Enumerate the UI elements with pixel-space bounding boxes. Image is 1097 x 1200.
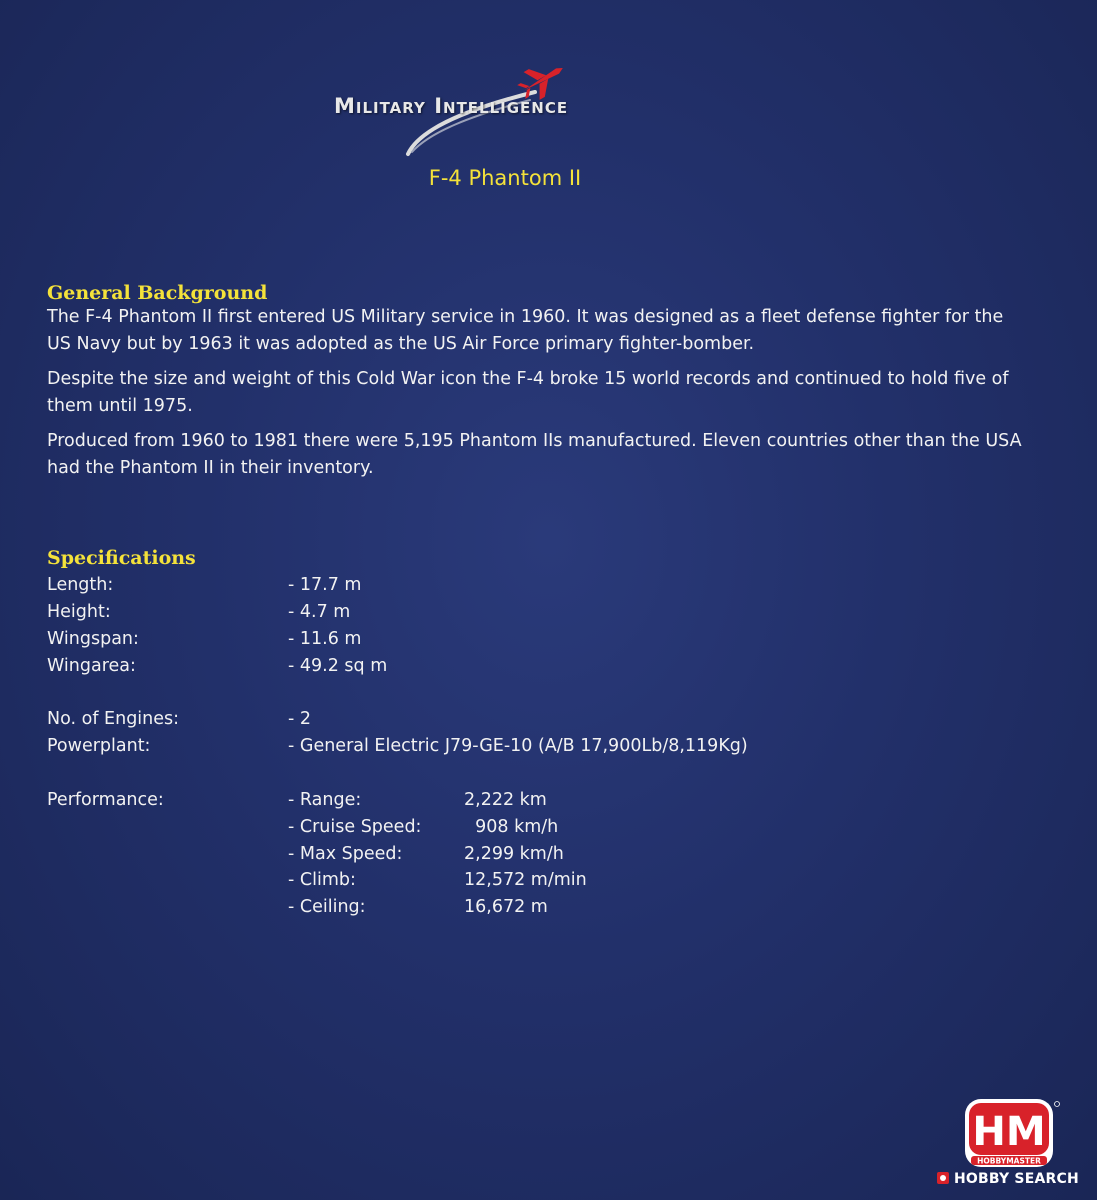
performance-item-value: 2,222 km [464, 790, 547, 810]
background-paragraph: Despite the size and weight of this Cold War icon the F-4 broke 15 world records and continued to hold five of them until 1975. [47, 369, 1009, 416]
logo-text: Military Intelligence [334, 94, 569, 118]
performance-item-value: 16,672 m [464, 897, 548, 917]
spec-value: - General Electric J79-GE-10 (A/B 17,900Lb/8,119Kg) [288, 736, 748, 756]
military-intelligence-logo [320, 58, 680, 168]
spec-value: - 49.2 sq m [288, 656, 388, 676]
hm-letters: HM [972, 1109, 1046, 1155]
hobbymaster-logo [962, 1096, 1062, 1172]
performance-item-label: - Range: [288, 790, 362, 810]
spec-value: - 17.7 m [288, 575, 362, 595]
performance-label: Performance: [47, 790, 164, 810]
performance-item-label: - Climb: [288, 870, 356, 890]
spec-value: - 2 [288, 709, 312, 729]
spec-label: Powerplant: [47, 736, 151, 756]
performance-item-label: - Cruise Speed: [288, 817, 422, 837]
spec-label: Wingarea: [47, 656, 136, 676]
performance-item-value: 908 km/h [464, 817, 559, 837]
performance-item-value: 2,299 km/h [464, 844, 564, 864]
performance-item-label: - Max Speed: [288, 844, 403, 864]
background-paragraph: The F-4 Phantom II first entered US Military service in 1960. It was designed as a fleet defense fighter for the US Navy but by 1963 it was adopted as the US Air Force primary fighter-bomber. [47, 307, 1004, 354]
spec-value: - 4.7 m [288, 602, 351, 622]
spec-value: - 11.6 m [288, 629, 362, 649]
hobby-search-watermark [936, 1171, 1079, 1187]
background-paragraph: Produced from 1960 to 1981 there were 5,195 Phantom IIs manufactured. Eleven countries other than the USA had the Phantom II in their inventory. [47, 431, 1022, 478]
spec-label: Length: [47, 575, 114, 595]
specifications-heading: Specifications [47, 547, 196, 569]
performance-item-value: 12,572 m/min [464, 870, 587, 890]
general-background-heading: General Background [47, 282, 268, 304]
spec-label: Height: [47, 602, 111, 622]
watermark-text: HOBBY SEARCH [954, 1171, 1079, 1187]
hm-name: HOBBYMASTER [977, 1156, 1041, 1166]
spec-label: Wingspan: [47, 629, 139, 649]
hobby-search-icon [936, 1171, 950, 1185]
page-subtitle: F-4 Phantom II [428, 166, 582, 190]
performance-item-label: - Ceiling: [288, 897, 366, 917]
spec-label: No. of Engines: [47, 709, 180, 729]
